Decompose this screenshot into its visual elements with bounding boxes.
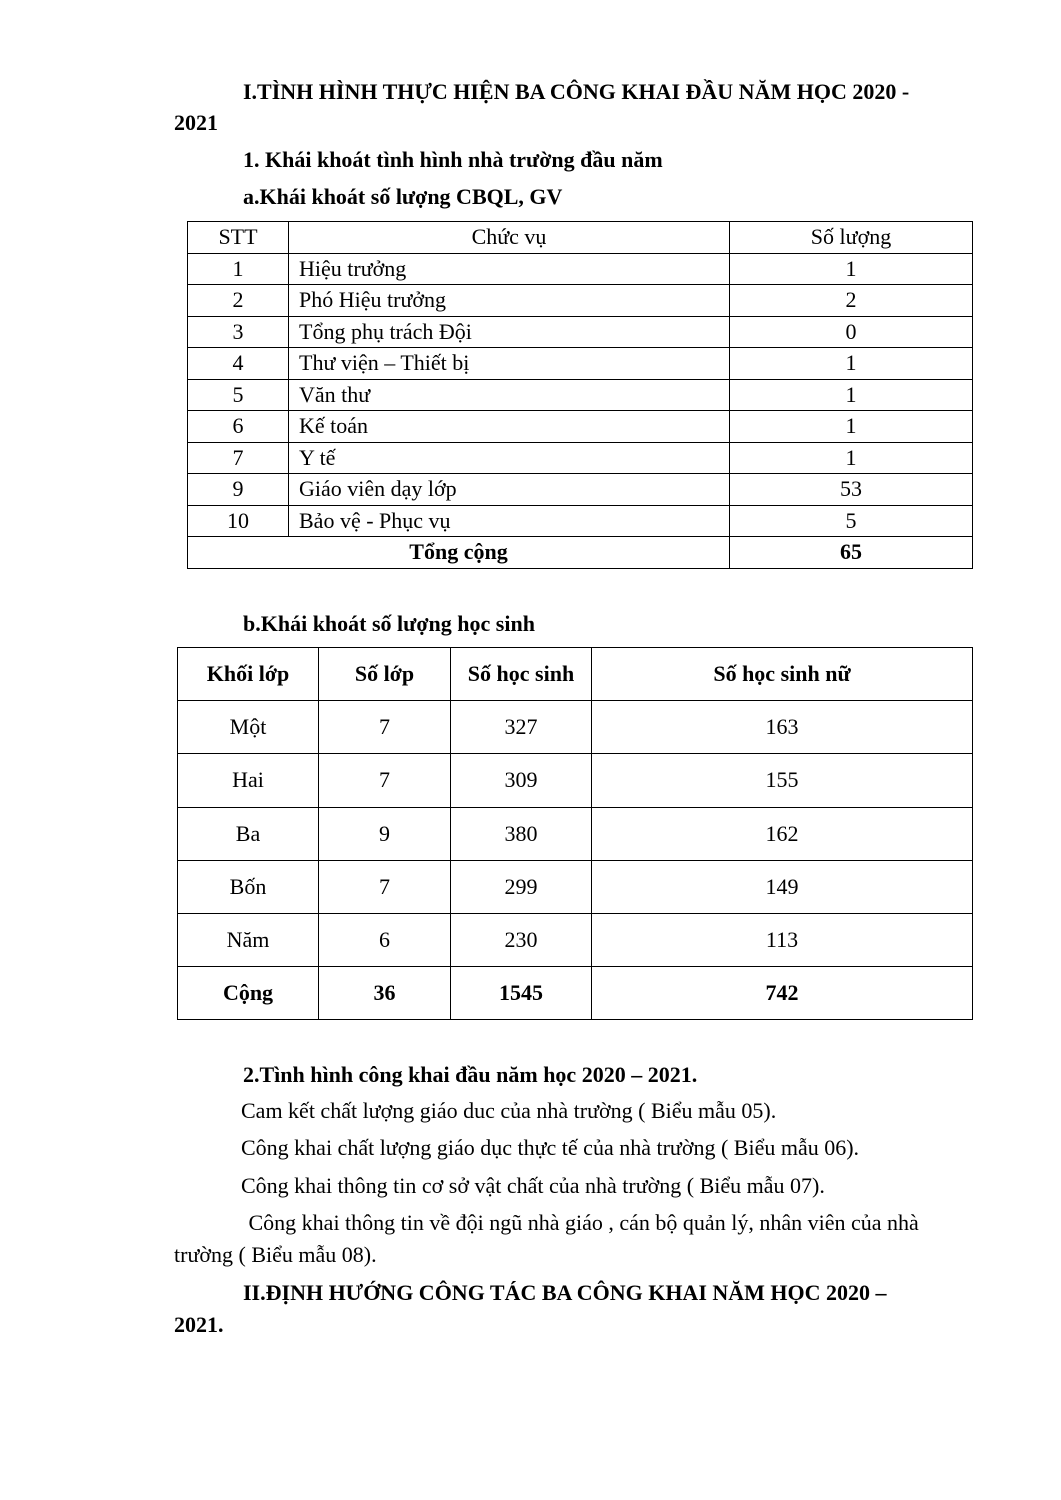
heading-2-line-1: II.ĐỊNH HƯỚNG CÔNG TÁC BA CÔNG KHAI NĂM HỌC 2020 – <box>243 1280 887 1305</box>
table-total-row <box>178 967 973 1020</box>
student-table <box>177 647 973 1020</box>
cell-qty: 2 <box>730 285 973 317</box>
table-total-row <box>188 537 973 569</box>
cell-classes: 7 <box>319 860 451 913</box>
cell-role: Phó Hiệu trưởng <box>289 285 730 317</box>
table-row <box>188 411 973 443</box>
table-row <box>188 285 973 317</box>
cell-qty: 5 <box>730 505 973 537</box>
table-row <box>188 442 973 474</box>
cell-qty: 53 <box>730 474 973 506</box>
section-2-title: 2.Tình hình công khai đầu năm học 2020 – 2021. <box>243 1062 698 1087</box>
cell-role: Kế toán <box>289 411 730 443</box>
section-2-item-2: Công khai chất lượng giáo dục thực tế của nhà trường ( Biểu mẫu 06). <box>241 1135 860 1160</box>
heading-1-line-2: 2021 <box>174 110 218 135</box>
table-header-row <box>178 648 973 701</box>
cell-qty: 1 <box>730 411 973 443</box>
cell-students: 327 <box>451 701 592 754</box>
cell-stt: 6 <box>188 411 289 443</box>
table-row <box>188 505 973 537</box>
cell-stt: 1 <box>188 253 289 285</box>
table-row <box>178 860 973 913</box>
cell-stt: 10 <box>188 505 289 537</box>
cell-female: 155 <box>592 754 973 807</box>
total-classes: 36 <box>319 967 451 1020</box>
cell-grade: Bốn <box>178 860 319 913</box>
cell-stt: 3 <box>188 316 289 348</box>
cell-qty: 1 <box>730 442 973 474</box>
table-row <box>188 474 973 506</box>
cell-role: Giáo viên dạy lớp <box>289 474 730 506</box>
header-classes: Số lớp <box>319 648 451 701</box>
cell-grade: Một <box>178 701 319 754</box>
cell-students: 380 <box>451 807 592 860</box>
cell-role: Thư viện – Thiết bị <box>289 348 730 380</box>
header-qty: Số lượng <box>730 222 973 254</box>
total-female: 742 <box>592 967 973 1020</box>
cell-female: 113 <box>592 913 973 966</box>
cell-students: 309 <box>451 754 592 807</box>
section-2-item-4-line-2: trường ( Biểu mẫu 08). <box>174 1242 377 1267</box>
table-row <box>178 701 973 754</box>
table-row <box>178 754 973 807</box>
cell-students: 299 <box>451 860 592 913</box>
section-1-title: 1. Khái khoát tình hình nhà trường đầu năm <box>243 147 663 172</box>
table-row <box>188 316 973 348</box>
header-students: Số học sinh <box>451 648 592 701</box>
cell-qty: 1 <box>730 379 973 411</box>
table-header-row <box>188 222 973 254</box>
staff-table <box>187 221 973 569</box>
cell-stt: 9 <box>188 474 289 506</box>
cell-stt: 2 <box>188 285 289 317</box>
heading-2-line-2: 2021. <box>174 1312 224 1337</box>
cell-stt: 5 <box>188 379 289 411</box>
total-students: 1545 <box>451 967 592 1020</box>
section-2-item-1: Cam kết chất lượng giáo duc của nhà trường ( Biểu mẫu 05). <box>241 1098 777 1123</box>
cell-stt: 7 <box>188 442 289 474</box>
cell-role: Văn thư <box>289 379 730 411</box>
cell-female: 162 <box>592 807 973 860</box>
total-qty: 65 <box>730 537 973 569</box>
cell-female: 163 <box>592 701 973 754</box>
cell-qty: 1 <box>730 348 973 380</box>
table-row <box>188 379 973 411</box>
header-role: Chức vụ <box>289 222 730 254</box>
cell-role: Bảo vệ - Phục vụ <box>289 505 730 537</box>
cell-grade: Năm <box>178 913 319 966</box>
cell-classes: 9 <box>319 807 451 860</box>
cell-qty: 0 <box>730 316 973 348</box>
cell-role: Y tế <box>289 442 730 474</box>
total-grade: Cộng <box>178 967 319 1020</box>
table-row <box>178 807 973 860</box>
table-row <box>178 913 973 966</box>
cell-qty: 1 <box>730 253 973 285</box>
header-female: Số học sinh nữ <box>592 648 973 701</box>
table-row <box>188 253 973 285</box>
cell-classes: 6 <box>319 913 451 966</box>
cell-stt: 4 <box>188 348 289 380</box>
cell-classes: 7 <box>319 701 451 754</box>
header-stt: STT <box>188 222 289 254</box>
header-grade: Khối lớp <box>178 648 319 701</box>
cell-grade: Ba <box>178 807 319 860</box>
total-label: Tổng cộng <box>188 537 730 569</box>
section-2-item-3: Công khai thông tin cơ sở vật chất của nhà trường ( Biểu mẫu 07). <box>241 1173 825 1198</box>
heading-1-line-1: I.TÌNH HÌNH THỰC HIỆN BA CÔNG KHAI ĐẦU NĂM HỌC 2020 - <box>243 79 910 104</box>
cell-classes: 7 <box>319 754 451 807</box>
cell-female: 149 <box>592 860 973 913</box>
cell-students: 230 <box>451 913 592 966</box>
table-row <box>188 348 973 380</box>
cell-role: Tổng phụ trách Đội <box>289 316 730 348</box>
cell-role: Hiệu trưởng <box>289 253 730 285</box>
section-1b-title: b.Khái khoát số lượng học sinh <box>243 611 535 636</box>
section-1a-title: a.Khái khoát số lượng CBQL, GV <box>243 184 563 209</box>
cell-grade: Hai <box>178 754 319 807</box>
section-2-item-4-line-1: Công khai thông tin về đội ngũ nhà giáo , cán bộ quản lý, nhân viên của nhà <box>243 1210 919 1235</box>
